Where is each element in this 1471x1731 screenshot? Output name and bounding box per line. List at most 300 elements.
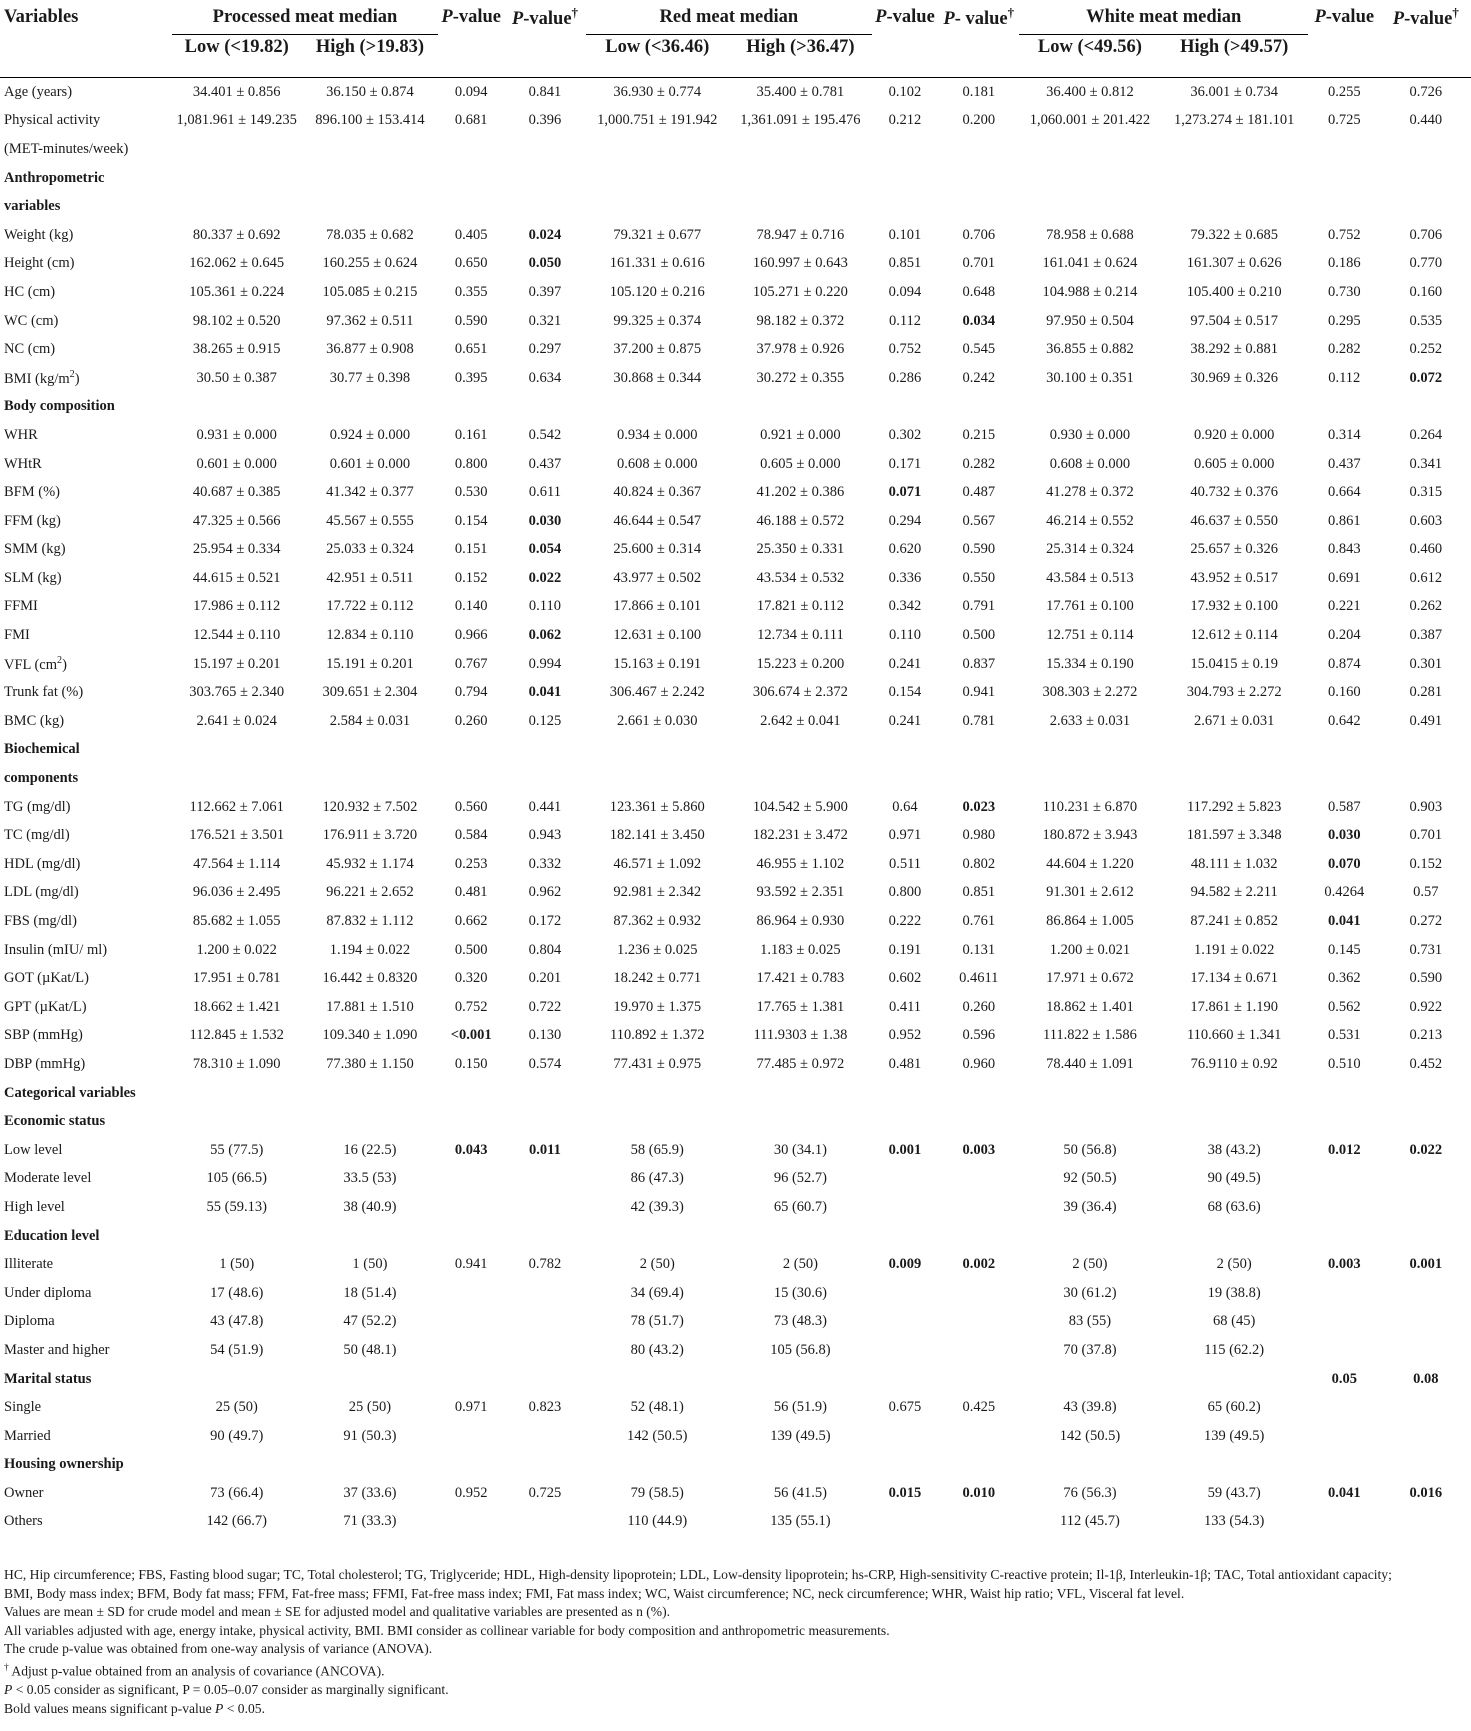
table-cell: 0.601 ± 0.000 <box>196 455 277 472</box>
table-cell: 142 (50.5) <box>1059 1427 1121 1444</box>
row-label: LDL (mg/dl) <box>4 884 79 901</box>
table-row <box>0 1393 1471 1422</box>
table-cell: 15 (30.6) <box>773 1284 827 1301</box>
table-cell <box>172 192 302 221</box>
table-cell <box>938 1279 1019 1308</box>
table-cell: 0.262 <box>1409 598 1443 615</box>
section-row <box>0 1079 1471 1108</box>
header-low: Low (<49.56) <box>1019 35 1160 78</box>
table-row <box>0 1336 1471 1365</box>
table-cell: 0.110 <box>888 627 922 644</box>
row-label: VFL $(cm^2)$ <box>4 654 67 673</box>
table-cell: 0.411 <box>888 998 922 1015</box>
table-cell: 162.062 ± 0.645 <box>189 255 285 272</box>
table-row <box>0 536 1471 565</box>
row-label: NC (cm) <box>4 341 56 358</box>
table-cell: 78.958 ± 0.688 <box>1046 226 1134 243</box>
table-cell: 0.397 <box>528 283 562 300</box>
table-cell: 0.204 <box>1327 627 1361 644</box>
table-cell: 135 (55.1) <box>770 1513 831 1530</box>
table-cell: 0.011 <box>529 1141 561 1158</box>
row-label: SMM (kg) <box>4 541 66 558</box>
table-cell: 25.657 ± 0.326 <box>1190 541 1279 558</box>
table-cell: 104.988 ± 0.214 <box>1042 283 1138 300</box>
table-cell: 30.272 ± 0.355 <box>756 369 845 386</box>
header-group-title: Processed meat median <box>212 6 398 27</box>
table-cell: 2.641 ± 0.024 <box>196 712 277 729</box>
table-cell: 0.602 <box>888 970 922 987</box>
table-cell <box>438 1107 504 1136</box>
row-label: FFMI <box>4 598 38 615</box>
table-cell <box>1308 1193 1381 1222</box>
table-cell <box>504 1508 585 1537</box>
table-cell <box>1381 192 1471 221</box>
table-cell: 0.272 <box>1409 913 1443 930</box>
table-cell: 0.050 <box>528 255 562 272</box>
table-cell <box>1160 192 1308 221</box>
table-cell <box>438 192 504 221</box>
table-cell: 0.094 <box>888 283 922 300</box>
table-row <box>0 450 1471 479</box>
table-cell: 0.980 <box>962 827 996 844</box>
table-cell: 2.642 ± 0.041 <box>760 712 841 729</box>
table-cell: 0.903 <box>1409 798 1443 815</box>
table-cell: 308.303 ± 2.272 <box>1042 684 1138 701</box>
table-cell: 0.726 <box>1409 83 1443 100</box>
table-cell: 92.981 ± 2.342 <box>613 884 702 901</box>
table-cell: 0.152 <box>454 569 488 586</box>
table-cell: 111.822 ± 1.586 <box>1043 1027 1137 1044</box>
table-cell: 0.650 <box>454 255 488 272</box>
table-cell: 0.022 <box>528 569 562 586</box>
table-cell <box>1308 736 1381 765</box>
table-cell: 96.036 ± 2.495 <box>192 884 281 901</box>
table-cell: 105.361 ± 0.224 <box>189 283 285 300</box>
table-cell: 0.664 <box>1327 484 1361 501</box>
table-cell: 0.010 <box>962 1484 996 1501</box>
footnote-values: Values are mean ± SD for crude model and mean ± SE for adjusted model and qualitative variables are presented as n (%). <box>4 1604 671 1620</box>
table-row <box>0 650 1471 679</box>
table-cell: 0.191 <box>888 941 922 958</box>
table-cell: 37.978 ± 0.926 <box>756 341 845 358</box>
table-cell: 0.481 <box>454 884 488 901</box>
table-cell: 0.761 <box>962 913 996 930</box>
table-cell: 0.791 <box>962 598 996 615</box>
row-label: SBP (mmHg) <box>4 1027 83 1044</box>
table-cell: 34 (69.4) <box>630 1284 684 1301</box>
table-cell <box>1308 1393 1381 1422</box>
table-cell: 40.732 ± 0.376 <box>1190 484 1279 501</box>
table-cell <box>1308 393 1381 422</box>
table-cell: 112 (45.7) <box>1060 1513 1120 1530</box>
table-cell: 1,081.961 ± 149.235 <box>176 112 297 129</box>
table-cell: 0.651 <box>454 341 488 358</box>
table-cell: 18.862 ± 1.401 <box>1046 998 1134 1015</box>
table-cell: 0.002 <box>962 1256 996 1273</box>
row-label: Married <box>4 1427 51 1444</box>
table-cell: 87.362 ± 0.932 <box>613 913 702 930</box>
table-cell: 0.590 <box>962 541 996 558</box>
table-cell: 38.265 ± 0.915 <box>192 341 281 358</box>
table-cell <box>1381 135 1471 164</box>
table-cell: 73 (66.4) <box>210 1484 264 1501</box>
table-cell: 0.054 <box>528 541 562 558</box>
table-cell: 0.286 <box>888 369 922 386</box>
table-cell <box>1019 1222 1160 1251</box>
table-row <box>0 78 1471 107</box>
table-cell: 0.041 <box>528 684 562 701</box>
table-cell <box>938 1165 1019 1194</box>
row-label: Others <box>4 1513 43 1530</box>
table-cell <box>1308 1222 1381 1251</box>
row-label: Age (years) <box>4 83 73 100</box>
table-cell <box>1019 1365 1160 1394</box>
table-cell <box>1381 764 1471 793</box>
table-cell: 25.350 ± 0.331 <box>756 541 845 558</box>
table-cell: 0.634 <box>528 369 562 386</box>
table-cell <box>172 1222 302 1251</box>
table-cell: 1 (50) <box>219 1256 255 1273</box>
row-label: BMI $(kg/m^2)$ <box>4 368 80 387</box>
table-cell: 15.163 ± 0.191 <box>613 655 702 672</box>
table-cell: 0.851 <box>962 884 996 901</box>
table-row <box>0 278 1471 307</box>
table-cell <box>1381 1508 1471 1537</box>
table-cell <box>438 135 504 164</box>
table-cell: 0.001 <box>1409 1256 1443 1273</box>
table-cell <box>172 135 302 164</box>
header-high: High (>19.83) <box>302 35 439 78</box>
table-cell: 40.824 ± 0.367 <box>613 484 702 501</box>
table-cell: 0.590 <box>1409 970 1443 987</box>
table-cell <box>1308 1336 1381 1365</box>
table-row <box>0 421 1471 450</box>
table-cell: 25.314 ± 0.324 <box>1046 541 1134 558</box>
table-cell: 0.943 <box>528 827 562 844</box>
table-cell <box>872 1165 938 1194</box>
table-cell: 41.202 ± 0.386 <box>756 484 845 501</box>
table-cell: 176.521 ± 3.501 <box>189 827 285 844</box>
header-group-title: White meat median <box>1086 6 1242 27</box>
table-cell: 41.342 ± 0.377 <box>326 484 414 501</box>
table-cell <box>1308 135 1381 164</box>
table-cell: 0.800 <box>454 455 488 472</box>
table-cell: 0.172 <box>528 913 562 930</box>
table-cell: 0.620 <box>888 541 922 558</box>
table-cell: 0.154 <box>888 684 922 701</box>
table-cell: 98.102 ± 0.520 <box>192 312 281 329</box>
table-cell: 0.255 <box>1327 83 1361 100</box>
header-group-title: Red meat median <box>659 6 799 27</box>
table-cell: 0.701 <box>1409 827 1443 844</box>
table-cell <box>504 1222 585 1251</box>
table-row <box>0 307 1471 336</box>
table-cell <box>504 1107 585 1136</box>
header-p-value-adjusted: P- value† <box>943 4 1015 29</box>
table-cell: 17.821 ± 0.112 <box>756 598 844 615</box>
table-cell: 0.016 <box>1409 1484 1443 1501</box>
table-cell: 0.362 <box>1327 970 1361 987</box>
table-cell: 43 (39.8) <box>1063 1399 1117 1416</box>
table-cell: 0.043 <box>454 1141 488 1158</box>
row-label: WHtR <box>4 455 42 472</box>
table-cell: 15.197 ± 0.201 <box>192 655 281 672</box>
section-row <box>0 1107 1471 1136</box>
table-cell: 0.152 <box>1409 855 1443 872</box>
row-label: BMC (kg) <box>4 712 65 729</box>
table-cell: 25 (50) <box>348 1399 392 1416</box>
table-cell <box>938 1508 1019 1537</box>
row-label: SLM (kg) <box>4 569 62 586</box>
table-cell: 304.793 ± 2.272 <box>1186 684 1282 701</box>
header-low: Low (<36.46) <box>586 35 729 78</box>
header-p-value-adjusted: P-value† <box>511 4 579 29</box>
table-cell: 16.442 ± 0.8320 <box>322 970 418 987</box>
table-cell: 111.9303 ± 1.38 <box>753 1027 848 1044</box>
table-cell: 25.954 ± 0.334 <box>192 541 281 558</box>
table-cell: 55 (59.13) <box>206 1198 267 1215</box>
table-cell: 105 (66.5) <box>206 1170 267 1187</box>
table-cell: 0.222 <box>888 913 922 930</box>
row-label: Single <box>4 1399 42 1416</box>
table-row <box>0 1479 1471 1508</box>
table-cell: 17.421 ± 0.783 <box>756 970 845 987</box>
table-cell: 96.221 ± 2.652 <box>326 884 414 901</box>
table-cell: 36.930 ± 0.774 <box>613 83 702 100</box>
table-cell: 0.706 <box>1409 226 1443 243</box>
table-cell: 0.531 <box>1327 1027 1361 1044</box>
table-cell: 0.601 ± 0.000 <box>329 455 411 472</box>
table-cell: 77.380 ± 1.150 <box>326 1055 414 1072</box>
table-cell: 78.310 ± 1.090 <box>192 1055 281 1072</box>
table-row <box>0 821 1471 850</box>
table-cell <box>1308 192 1381 221</box>
table-cell: 0.241 <box>888 655 922 672</box>
table-cell <box>504 764 585 793</box>
table-cell: 56 (41.5) <box>773 1484 827 1501</box>
table-cell <box>302 192 439 221</box>
row-label: TC (mg/dl) <box>4 827 70 844</box>
table-cell <box>586 1222 729 1251</box>
table-cell <box>872 1336 938 1365</box>
table-cell <box>172 393 302 422</box>
table-cell: 45.932 ± 1.174 <box>326 855 414 872</box>
table-cell: 0.642 <box>1327 712 1361 729</box>
row-label: High level <box>4 1198 65 1215</box>
row-label: Housing ownership <box>4 1456 124 1473</box>
table-cell <box>1381 1422 1471 1451</box>
header-p-value: P-value <box>875 6 935 27</box>
table-cell: 1,000.751 ± 191.942 <box>597 112 718 129</box>
table-cell <box>1308 1451 1381 1480</box>
row-label: Economic status <box>4 1113 106 1130</box>
header-group-white <box>1019 0 1307 35</box>
table-cell <box>438 393 504 422</box>
table-cell: 46.571 ± 1.092 <box>613 855 702 872</box>
table-cell: 0.072 <box>1409 369 1443 386</box>
table-cell: 90 (49.7) <box>210 1427 264 1444</box>
table-cell: 0.874 <box>1327 655 1361 672</box>
table-cell: 76.9110 ± 0.92 <box>1190 1055 1278 1072</box>
table-cell: 17.932 ± 0.100 <box>1190 598 1279 615</box>
table-cell: 0.297 <box>528 341 562 358</box>
table-cell: 46.188 ± 0.572 <box>756 512 845 529</box>
table-cell <box>729 393 872 422</box>
table-footnotes <box>4 1566 1464 1718</box>
table-cell: 0.966 <box>454 627 488 644</box>
table-cell: 104.542 ± 5.900 <box>752 798 848 815</box>
table-cell: 0.030 <box>1327 827 1361 844</box>
table-cell: 68 (45) <box>1213 1313 1256 1330</box>
table-cell: 0.994 <box>528 655 562 672</box>
table-cell <box>172 164 302 193</box>
table-row <box>0 335 1471 364</box>
table-cell: 93.592 ± 2.351 <box>756 884 845 901</box>
table-cell: 1,273.274 ± 181.101 <box>1174 112 1295 129</box>
table-cell: 45.567 ± 0.555 <box>326 512 414 529</box>
table-cell: 0.201 <box>528 970 562 987</box>
table-cell: 65 (60.2) <box>1207 1399 1261 1416</box>
table-cell <box>302 736 439 765</box>
table-cell: 896.100 ± 153.414 <box>315 112 425 129</box>
table-row <box>0 964 1471 993</box>
table-cell <box>504 1365 585 1394</box>
table-cell <box>1019 192 1160 221</box>
table-cell <box>438 1365 504 1394</box>
table-cell: 0.562 <box>1327 998 1361 1015</box>
table-cell <box>1381 1193 1471 1222</box>
table-cell <box>1160 764 1308 793</box>
table-cell: 0.024 <box>528 226 562 243</box>
header-group-red <box>586 0 872 35</box>
footnote-abbreviations: HC, Hip circumference; FBS, Fasting blood sugar; TC, Total cholesterol; TG, Triglyceride; HDL, High-density lipoprotein; LDL, Low-density lipoprotein; hs-CRP, High-sensitivity C-reactive protein; Il-1β, Interleukin-1β; TAC, Total antioxidant capacity; <box>4 1567 1392 1582</box>
table-row <box>0 1422 1471 1451</box>
table-cell: 1.236 ± 0.025 <box>617 941 698 958</box>
table-row <box>0 593 1471 622</box>
table-cell <box>872 1308 938 1337</box>
table-cell <box>438 1422 504 1451</box>
section-row <box>0 764 1471 793</box>
table-row <box>0 678 1471 707</box>
table-cell <box>1308 1165 1381 1194</box>
table-cell: 160.997 ± 0.643 <box>752 255 848 272</box>
row-label: TG (mg/dl) <box>4 798 71 815</box>
table-cell <box>1160 1222 1308 1251</box>
table-cell: 19 (38.8) <box>1207 1284 1261 1301</box>
table-cell: 0.934 ± 0.000 <box>617 426 698 443</box>
table-cell <box>1160 1451 1308 1480</box>
table-cell: 0.752 <box>454 998 488 1015</box>
table-cell: 0.662 <box>454 913 488 930</box>
table-cell: 80.337 ± 0.692 <box>192 226 281 243</box>
table-cell <box>302 764 439 793</box>
table-cell: 0.752 <box>888 341 922 358</box>
table-row <box>0 1508 1471 1537</box>
table-cell: 0.691 <box>1327 569 1361 586</box>
table-cell: 92 (50.5) <box>1063 1170 1117 1187</box>
footnote-bold: Bold values means significant p-value P < 0.05. <box>4 1700 265 1716</box>
table-cell: 0.481 <box>888 1055 922 1072</box>
table-cell: 42.951 ± 0.511 <box>326 569 414 586</box>
footnote-adjust: † Adjust p-value obtained from an analysis of covariance (ANCOVA). <box>4 1662 385 1679</box>
table-cell: 142 (50.5) <box>627 1427 688 1444</box>
table-cell <box>504 135 585 164</box>
table-cell <box>1019 135 1160 164</box>
table-cell: 0.574 <box>528 1055 562 1072</box>
row-label: GOT (µKat/L) <box>4 970 89 987</box>
table-cell: 55 (77.5) <box>210 1141 264 1158</box>
table-cell: 1,361.091 ± 195.476 <box>740 112 861 129</box>
table-cell: 0.264 <box>1409 426 1443 443</box>
table-cell: 70 (37.8) <box>1063 1341 1117 1358</box>
table-cell: 0.681 <box>454 112 488 129</box>
table-cell: 0.302 <box>888 426 922 443</box>
table-cell <box>938 1107 1019 1136</box>
row-label: Height (cm) <box>4 255 75 272</box>
table-cell: 0.511 <box>888 855 922 872</box>
table-cell: 35.400 ± 0.781 <box>756 83 845 100</box>
table-cell <box>1381 1336 1471 1365</box>
table-cell: 87.241 ± 0.852 <box>1190 913 1279 930</box>
table-cell <box>872 1222 938 1251</box>
footnote-crude: The crude p-value was obtained from one-way analysis of variance (ANOVA). <box>4 1641 433 1657</box>
table-cell: 12.734 ± 0.111 <box>757 627 844 644</box>
table-cell: 48.111 ± 1.032 <box>1190 855 1278 872</box>
table-cell: 110.231 ± 6.870 <box>1042 798 1138 815</box>
table-cell <box>1381 1107 1471 1136</box>
table-cell: 90 (49.5) <box>1207 1170 1261 1187</box>
row-label: Diploma <box>4 1313 55 1330</box>
table-cell <box>1308 1422 1381 1451</box>
table-cell: 36.877 ± 0.908 <box>326 341 414 358</box>
table-cell: 0.545 <box>962 341 996 358</box>
table-cell: 0.294 <box>888 512 922 529</box>
table-cell: 115 (62.2) <box>1204 1341 1265 1358</box>
table-cell <box>172 736 302 765</box>
row-label: DBP (mmHg) <box>4 1055 86 1072</box>
row-label: Owner <box>4 1484 44 1501</box>
table-cell: 0.355 <box>454 283 488 300</box>
table-cell <box>1019 1079 1160 1108</box>
row-label: Anthropometric <box>4 169 105 186</box>
table-cell: 0.608 ± 0.000 <box>1049 455 1131 472</box>
table-cell <box>1308 1308 1381 1337</box>
table-cell: 0.070 <box>1327 855 1361 872</box>
table-cell: 15.0415 ± 0.19 <box>1190 655 1279 672</box>
table-cell: 139 (49.5) <box>1203 1427 1265 1444</box>
table-cell: 0.924 ± 0.000 <box>329 426 411 443</box>
table-cell: 0.931 ± 0.000 <box>196 426 277 443</box>
table-cell: 2.584 ± 0.031 <box>329 712 411 729</box>
table-cell <box>586 1451 729 1480</box>
table-cell: 2.671 ± 0.031 <box>1193 712 1275 729</box>
table-cell <box>729 1079 872 1108</box>
table-cell <box>938 164 1019 193</box>
header-p-value: P-value <box>1314 6 1375 27</box>
table-cell: 0.587 <box>1327 798 1361 815</box>
table-row <box>0 564 1471 593</box>
table-cell: 0.510 <box>1327 1055 1361 1072</box>
table-cell: 43.977 ± 0.502 <box>613 569 702 586</box>
table-cell: 0.030 <box>528 512 562 529</box>
table-cell: 36.150 ± 0.874 <box>326 83 414 100</box>
table-cell: 68 (63.6) <box>1207 1198 1261 1215</box>
table-cell <box>302 135 439 164</box>
table-cell: 180.872 ± 3.943 <box>1042 827 1138 844</box>
table-cell <box>586 1107 729 1136</box>
table-cell: 0.781 <box>962 712 996 729</box>
table-cell <box>438 1079 504 1108</box>
